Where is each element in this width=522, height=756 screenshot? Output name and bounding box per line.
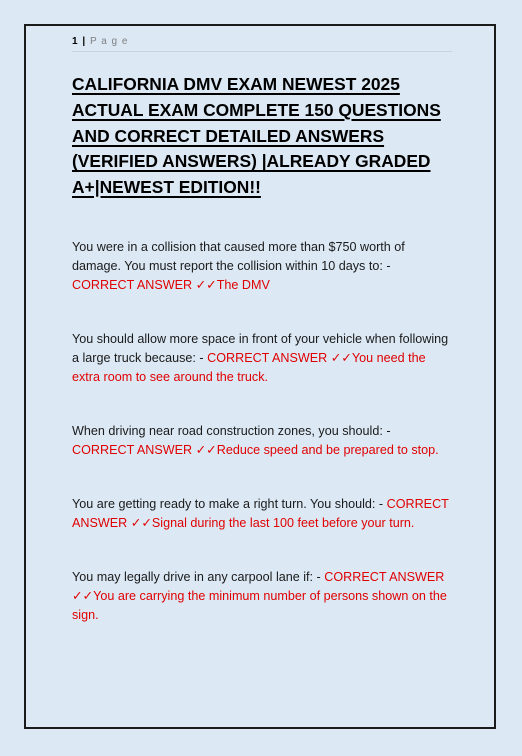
question-text: You are getting ready to make a right turn. You should: - [72,497,384,511]
answer-text: CORRECT ANSWER ✓✓You need the extra room to see around the truck. [72,351,426,384]
answer-text: CORRECT ANSWER ✓✓The DMV [72,278,270,292]
answer-text: CORRECT ANSWER ✓✓You are carrying the minimum number of persons shown on the sign. [72,570,447,622]
page-number: 1 [72,36,78,47]
question-block-1 [72,238,454,295]
page-label: P a g e [89,36,129,47]
document-title: CALIFORNIA DMV EXAM NEWEST 2025 ACTUAL EXAM COMPLETE 150 QUESTIONS AND CORRECT DETAILED ANSWERS (VERIFIED ANSWERS) |ALREADY GRADED A+|NEWEST EDITION!! [72,74,441,198]
question-text: You may legally drive in any carpool lane if: - [72,570,321,584]
question-text: When driving near road construction zones, you should: - [72,424,391,438]
question-block-3 [72,422,454,460]
page-separator: | [82,36,86,47]
question-block-2 [72,330,454,387]
page-header [72,35,452,52]
question-text: You were in a collision that caused more than $750 worth of damage. You must report the collision within 10 days to: - [72,240,405,273]
question-block-5 [72,568,454,625]
answer-text: CORRECT ANSWER ✓✓Signal during the last 100 feet before your turn. [72,497,449,530]
answer-text: CORRECT ANSWER ✓✓Reduce speed and be prepared to stop. [72,443,439,457]
question-text: You should allow more space in front of your vehicle when following a large truck because: - [72,332,449,365]
question-block-4 [72,495,454,533]
